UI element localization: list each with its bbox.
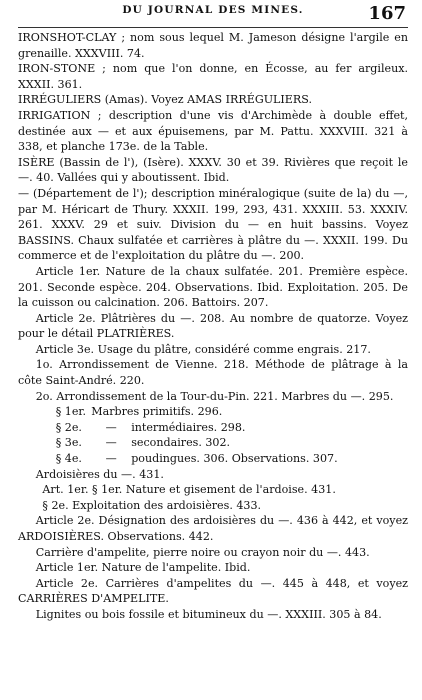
ditto-dash: — bbox=[105, 436, 117, 450]
page-header bbox=[18, 4, 408, 26]
page-number: 167 bbox=[368, 3, 406, 24]
index-entry: § 2e. Exploitation des ardoisières. 433. bbox=[42, 498, 262, 512]
marble-text: intermédiaires. 298. bbox=[131, 420, 246, 434]
running-head: DU JOURNAL DES MINES. bbox=[122, 4, 304, 16]
marble-row bbox=[18, 451, 408, 467]
marble-row bbox=[18, 404, 408, 420]
index-entry: 2o. Arrondissement de la Tour-du-Pin. 221. Marbres du —. 295. bbox=[35, 389, 394, 403]
index-entry: Article 1er. Nature de la chaux sulfatée. 201. Première espèce. 201. Seconde espèce. 204. Observations. Ibid. Exploitation. 205. De la cuisson ou calcination. 206. Battoirs. 207. bbox=[18, 264, 408, 310]
index-entry: Article 2e. Désignation des ardoisières du —. 436 à 442, et voyez ARDOISIÈRES. Observations. 442. bbox=[18, 514, 408, 543]
section-number: § 4e. bbox=[55, 452, 82, 466]
index-entry: Article 2e. Plâtrières du —. 208. Au nombre de quatorze. Voyez pour le détail PLATRIÈRES. bbox=[18, 311, 408, 341]
header-rule bbox=[18, 27, 408, 28]
marbles-list bbox=[18, 404, 408, 466]
index-entry: IRON-STONE ; nom que l'on donne, en Écosse, au fer argileux. XXXII. 361. bbox=[18, 62, 408, 91]
marble-text: secondaires. 302. bbox=[131, 436, 231, 450]
marble-row bbox=[18, 420, 408, 436]
index-entry: 1o. Arrondissement de Vienne. 218. Méthode de plâtrage à la côte Saint-André. 220. bbox=[18, 358, 408, 388]
entries-block-1 bbox=[18, 30, 408, 404]
section-number: § 2e. bbox=[55, 420, 82, 434]
ditto-dash: — bbox=[105, 452, 117, 466]
index-entry: Ardoisières du —. 431. bbox=[35, 467, 164, 481]
marble-text: Marbres primitifs. 296. bbox=[91, 405, 223, 419]
index-entry: IRRIGATION ; description d'une vis d'Archimède à double effet, destinée aux — et aux épuisemens, par M. Pattu. XXXVIII. 321 à 338, et planche 173e. de la Table. bbox=[18, 108, 408, 154]
index-entry: Carrière d'ampelite, pierre noire ou crayon noir du —. 443. bbox=[35, 545, 370, 559]
index-entry: Article 2e. Carrières d'ampelites du —. 445 à 448, et voyez CARRIÈRES D'AMPELITE. bbox=[18, 576, 408, 606]
index-entry: ISÈRE (Bassin de l'), (Isère). XXXV. 30 et 39. Rivières que reçoit le —. 40. Vallées qui y aboutissent. Ibid. bbox=[18, 155, 408, 185]
ditto-dash: — bbox=[105, 420, 117, 434]
index-entry: Article 3e. Usage du plâtre, considéré comme engrais. 217. bbox=[35, 342, 371, 356]
index-entry: Art. 1er. § 1er. Nature et gisement de l'ardoise. 431. bbox=[42, 483, 336, 497]
index-entry: Lignites ou bois fossile et bitumineux du —. XXXIII. 305 à 84. bbox=[35, 607, 382, 621]
marble-text: poudingues. 306. Observations. 307. bbox=[131, 452, 338, 466]
index-entry: Article 1er. Nature de l'ampelite. Ibid. bbox=[35, 561, 251, 575]
entries-block-2 bbox=[18, 467, 408, 623]
section-number: § 1er. bbox=[55, 405, 87, 419]
marble-row bbox=[18, 435, 408, 451]
index-entry: IRRÉGULIERS (Amas). Voyez AMAS IRRÉGULIERS. bbox=[18, 93, 312, 107]
index-entries bbox=[18, 30, 408, 623]
section-number: § 3e. bbox=[55, 436, 82, 450]
index-entry: IRONSHOT-CLAY ; nom sous lequel M. Jameson désigne l'argile en grenaille. XXXVIII. 74. bbox=[18, 31, 408, 60]
index-entry: — (Département de l'); description minéralogique (suite de la) du —, par M. Héricart de Thury. XXXII. 199, 293, 431. XXXIII. 53. XXXIV. 261. XXXV. 29 et suiv. Division du — en huit bassins. Voyez BASSINS. Chaux sulfatée et carrières à plâtre du —. XXXII. 199. Du commerce et de l'exploitation du plâtre du —. 200. bbox=[18, 186, 408, 263]
